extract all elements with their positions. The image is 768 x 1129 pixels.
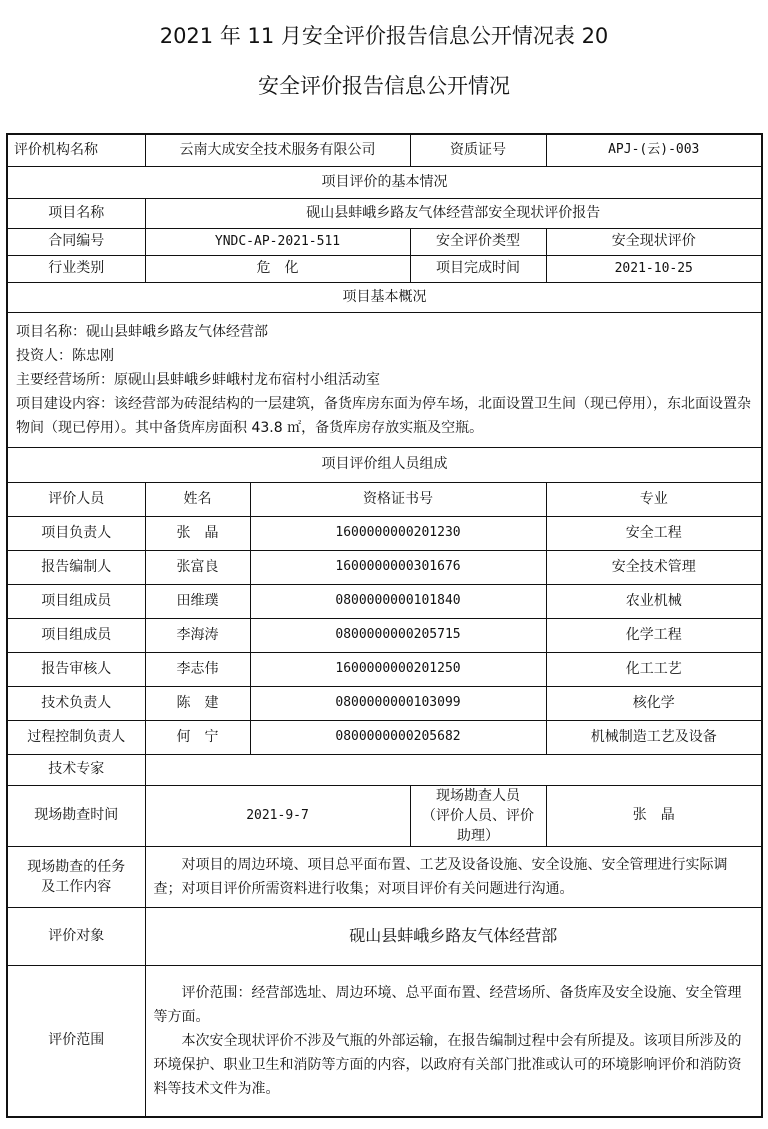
member-major: 农业机械 [546,584,762,618]
table-row [7,550,762,584]
member-major: 化学工程 [546,618,762,652]
member-name: 李海涛 [145,618,250,652]
member-cert: 1600000000201250 [250,652,546,686]
member-major: 化工工艺 [546,652,762,686]
survey-staff-label [410,785,546,846]
table-row [7,652,762,686]
table-row [7,720,762,754]
survey-task-label-line2: 及工作内容 [41,878,112,895]
survey-staff-value: 张 晶 [546,785,762,846]
member-role: 项目组成员 [7,618,145,652]
member-role: 报告编制人 [7,550,145,584]
table-row [7,686,762,720]
eval-scope-para1: 评价范围：经营部选址、周边环境、总平面布置、经营场所、备货库及安全设施、安全管理等方面。 [153,984,742,1025]
disclosure-table [6,133,763,1118]
document-subtitle: 安全评价报告信息公开情况 [258,74,510,98]
survey-task-label-line1: 现场勘查的任务 [27,858,126,875]
member-role: 报告审核人 [7,652,145,686]
industry-value: 危 化 [145,255,410,282]
expert-value [145,754,762,785]
contract-label: 合同编号 [7,228,145,255]
member-name: 何 宁 [145,720,250,754]
member-role: 项目负责人 [7,516,145,550]
survey-staff-label-line2: （评价人员、评价助理） [422,807,534,844]
finish-time-label: 项目完成时间 [410,255,546,282]
table-row [7,618,762,652]
team-header-role: 评价人员 [7,482,145,516]
finish-time-value: 2021-10-25 [546,255,762,282]
table-row [7,584,762,618]
survey-row [7,785,762,846]
eval-type-value: 安全现状评价 [546,228,762,255]
member-cert: 0800000000205715 [250,618,546,652]
survey-task-label [7,846,145,907]
team-header-name: 姓名 [145,482,250,516]
member-name: 李志伟 [145,652,250,686]
cert-value: APJ-(云)-003 [546,134,762,166]
eval-scope-para2: 本次安全现状评价不涉及气瓶的外部运输，在报告编制过程中会有所提及。该项目所涉及的环境保护、职业卫生和消防等方面的内容，以政府有关部门批准或认可的环境影响评价和消防资料等技术文件为准。 [153,1032,742,1097]
member-name: 张 晶 [145,516,250,550]
member-major: 核化学 [546,686,762,720]
overview-construction: 项目建设内容：该经营部为砖混结构的一层建筑，备货库房东面为停车场，北面设置卫生间（现已停用），东北面设置杂物间（现已停用）。其中备货库房面积 43.8 ㎡，备货库房存放实瓶及空瓶。 [16,395,751,436]
eval-object-value: 砚山县蚌峨乡路友气体经营部 [145,907,762,965]
eval-type-label: 安全评价类型 [410,228,546,255]
survey-staff-label-line1: 现场勘查人员 [436,787,520,804]
survey-task-text: 对项目的周边环境、项目总平面布置、工艺及设备设施、安全设施、安全管理进行实际调查；对项目评价所需资料进行收集；对项目评价有关问题进行沟通。 [153,856,728,897]
member-cert: 0800000000103099 [250,686,546,720]
team-header-major: 专业 [546,482,762,516]
member-major: 机械制造工艺及设备 [546,720,762,754]
eval-scope-value [145,965,762,1117]
document-title: 2021 年 11 月安全评价报告信息公开情况表 20 [159,24,609,48]
overview-project-name: 项目名称：砚山县蚌峨乡路友气体经营部 [16,323,268,340]
overview-section-title: 项目基本概况 [7,282,762,312]
expert-label: 技术专家 [7,754,145,785]
overview-content [7,312,762,447]
survey-time-value: 2021-9-7 [145,785,410,846]
eval-object-label: 评价对象 [7,907,145,965]
member-name: 田维璞 [145,584,250,618]
member-cert: 0800000000205682 [250,720,546,754]
cert-label: 资质证号 [410,134,546,166]
contract-value: YNDC-AP-2021-511 [145,228,410,255]
team-header-cert: 资格证书号 [250,482,546,516]
basic-section-title: 项目评价的基本情况 [7,166,762,198]
member-major: 安全技术管理 [546,550,762,584]
industry-label: 行业类别 [7,255,145,282]
member-cert: 0800000000101840 [250,584,546,618]
table-row [7,516,762,550]
project-name-label: 项目名称 [7,198,145,228]
member-role: 项目组成员 [7,584,145,618]
overview-investor: 投资人：陈忠刚 [16,347,114,364]
overview-location: 主要经营场所：原砚山县蚌峨乡蚌峨村龙布宿村小组活动室 [16,371,380,388]
member-role: 技术负责人 [7,686,145,720]
org-row [7,134,762,166]
survey-task-value [145,846,762,907]
eval-scope-label: 评价范围 [7,965,145,1117]
member-major: 安全工程 [546,516,762,550]
member-cert: 1600000000301676 [250,550,546,584]
team-section-title: 项目评价组人员组成 [7,447,762,482]
org-label: 评价机构名称 [7,134,145,166]
member-role: 过程控制负责人 [7,720,145,754]
member-name: 陈 建 [145,686,250,720]
survey-time-label: 现场勘查时间 [7,785,145,846]
project-name-value: 砚山县蚌峨乡路友气体经营部安全现状评价报告 [145,198,762,228]
member-cert: 1600000000201230 [250,516,546,550]
team-header-row [7,482,762,516]
org-value: 云南大成安全技术服务有限公司 [145,134,410,166]
member-name: 张富良 [145,550,250,584]
